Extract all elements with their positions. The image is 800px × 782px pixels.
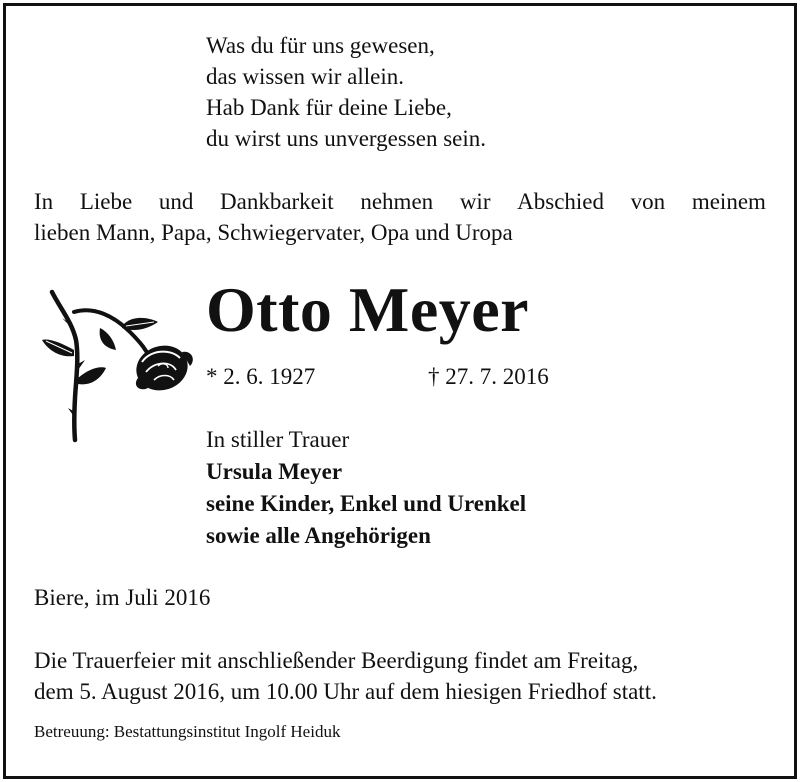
- farewell-intro: [34, 186, 766, 248]
- poem-line: Was du für uns gewesen,: [206, 33, 435, 58]
- death-date: † 27. 7. 2016: [428, 364, 549, 389]
- funeral-line-2: dem 5. August 2016, um 10.00 Uhr auf dem hiesigen Friedhof statt.: [34, 679, 657, 704]
- intro-word: Liebe: [79, 189, 133, 214]
- poem-line: das wissen wir allein.: [206, 64, 405, 89]
- birth-date: * 2. 6. 1927: [206, 364, 316, 389]
- mourning-intro: In stiller Trauer: [206, 427, 350, 452]
- intro-word: von: [630, 189, 666, 214]
- intro-word: Abschied: [517, 189, 605, 214]
- intro-word: nehmen: [360, 189, 434, 214]
- funeral-line-1: Die Trauerfeier mit anschließender Beerdigung findet am Freitag,: [34, 648, 639, 673]
- intro-word: meinem: [691, 189, 766, 214]
- intro-word: wir: [459, 189, 491, 214]
- funeral-info: [34, 645, 766, 707]
- spouse-name: Ursula Meyer: [206, 459, 343, 484]
- funeral-home-credit: Betreuung: Bestattungsinstitut Ingolf Heiduk: [34, 722, 341, 741]
- memorial-poem: [206, 30, 486, 154]
- place-date: Biere, im Juli 2016: [34, 585, 211, 610]
- farewell-intro-line-2: lieben Mann, Papa, Schwiegervater, Opa und Uropa: [34, 220, 513, 245]
- poem-line: Hab Dank für deine Liebe,: [206, 95, 452, 120]
- farewell-intro-line-1: [34, 186, 766, 217]
- intro-word: und: [158, 189, 194, 214]
- intro-word: In: [34, 189, 54, 214]
- relatives-line: sowie alle Angehörigen: [206, 523, 431, 548]
- poem-line: du wirst uns unvergessen sein.: [206, 126, 487, 151]
- intro-word: Dankbarkeit: [220, 189, 334, 214]
- rose-icon: [38, 288, 198, 448]
- family-line: seine Kinder, Enkel und Urenkel: [206, 491, 527, 516]
- deceased-name: Otto Meyer: [206, 274, 530, 345]
- mourners-block: [206, 424, 526, 552]
